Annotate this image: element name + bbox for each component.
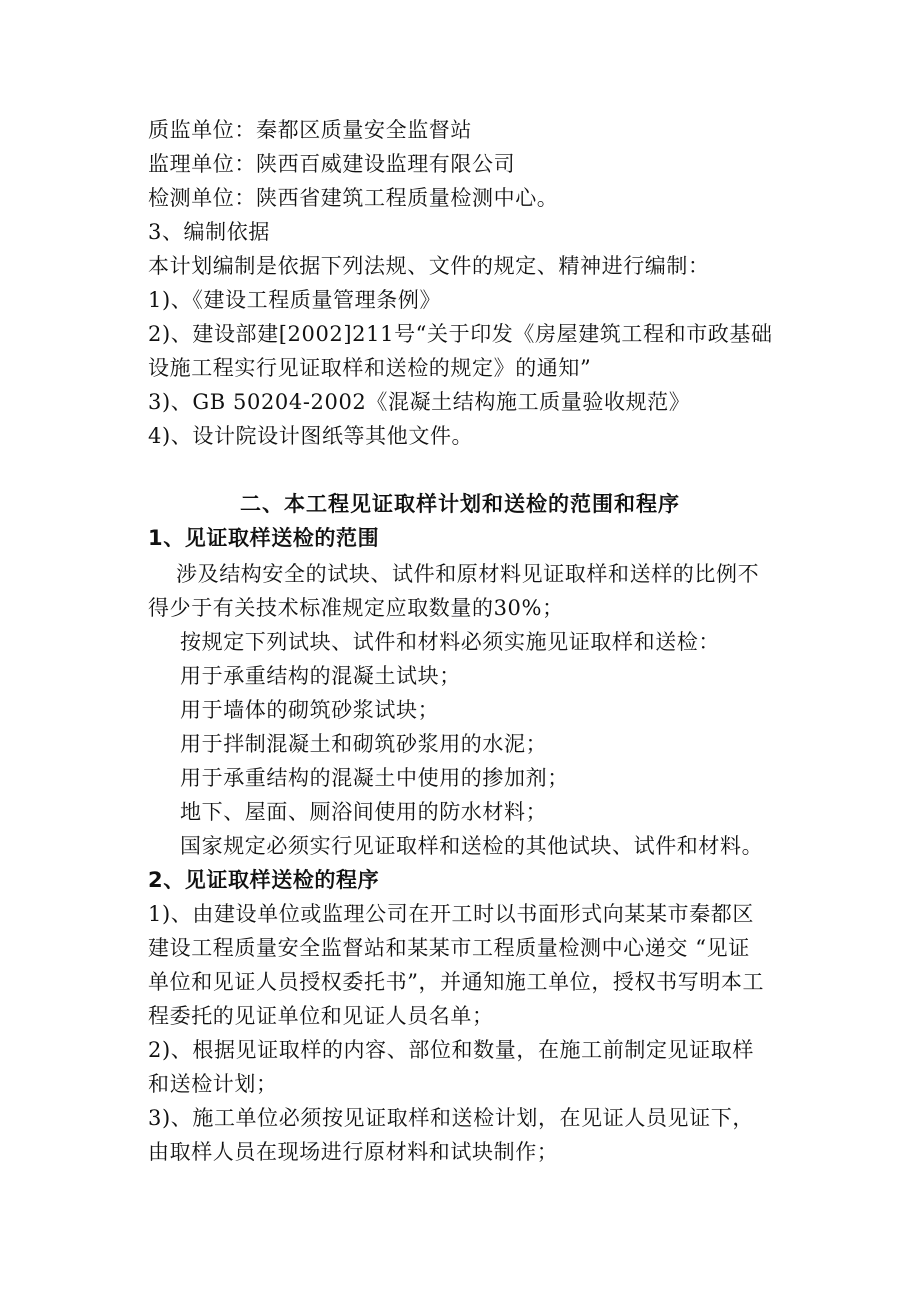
compilation-basis-heading: 3、编制依据 (148, 220, 270, 244)
scope-list-item: 用于拌制混凝土和砌筑砂浆用的水泥； (180, 732, 548, 756)
engineering-supervisor-line: 监理单位：陕西百威建设监理有限公司 (148, 152, 516, 176)
compilation-intro-line: 本计划编制是依据下列法规、文件的规定、精神进行编制： (148, 254, 710, 278)
scope-paragraph-line-1: 涉及结构安全的试块、试件和原材料见证取样和送样的比例不 (176, 562, 760, 586)
scope-subtitle: 1、见证取样送检的范围 (148, 526, 380, 550)
basis-item-2-line-1: 2)、建设部建[2002]211号“关于印发《房屋建筑工程和市政基础 (148, 322, 773, 346)
scope-list-intro: 按规定下列试块、试件和材料必须实施见证取样和送检： (180, 630, 720, 654)
supervision-unit-line: 质监单位：秦都区质量安全监督站 (148, 118, 472, 142)
procedure-step-3-line-2: 由取样人员在现场进行原材料和试块制作； (148, 1140, 559, 1164)
scope-list-item: 国家规定必须实行见证取样和送检的其他试块、试件和材料。 (180, 834, 764, 858)
testing-unit-line: 检测单位：陕西省建筑工程质量检测中心。 (148, 186, 559, 210)
basis-item-1: 1)、《建设工程质量管理条例》 (148, 288, 442, 312)
procedure-step-1-line-3: 单位和见证人员授权委托书”，并通知施工单位，授权书写明本工 (148, 970, 765, 994)
basis-item-4: 4)、设计院设计图纸等其他文件。 (148, 424, 474, 448)
scope-list-item: 用于承重结构的混凝土中使用的掺加剂； (180, 766, 569, 790)
procedure-step-2-line-1: 2)、根据见证取样的内容、部位和数量，在施工前制定见证取样 (148, 1038, 754, 1062)
procedure-step-1-line-4: 程委托的见证单位和见证人员名单； (148, 1004, 494, 1028)
procedure-step-3-line-1: 3)、施工单位必须按见证取样和送检计划，在见证人员见证下， (148, 1106, 754, 1130)
scope-paragraph-line-2: 得少于有关技术标准规定应取数量的30%； (148, 596, 564, 620)
basis-item-2-line-2: 设施工程实行见证取样和送检的规定》的通知” (148, 356, 592, 380)
procedure-step-1-line-1: 1)、由建设单位或监理公司在开工时以书面形式向某某市秦都区 (148, 902, 754, 926)
scope-list-item: 用于承重结构的混凝土试块； (180, 664, 461, 688)
section-title: 二、本工程见证取样计划和送检的范围和程序 (240, 492, 680, 516)
procedure-step-2-line-2: 和送检计划； (148, 1072, 278, 1096)
procedure-step-1-line-2: 建设工程质量安全监督站和某某市工程质量检测中心递交 “见证 (148, 936, 750, 960)
scope-list-item: 用于墙体的砌筑砂浆试块； (180, 698, 440, 722)
scope-list-item: 地下、屋面、厕浴间使用的防水材料； (180, 800, 548, 824)
procedure-subtitle: 2、见证取样送检的程序 (148, 868, 380, 892)
basis-item-3: 3)、GB 50204-2002《混凝土结构施工质量验收规范》 (148, 390, 691, 414)
